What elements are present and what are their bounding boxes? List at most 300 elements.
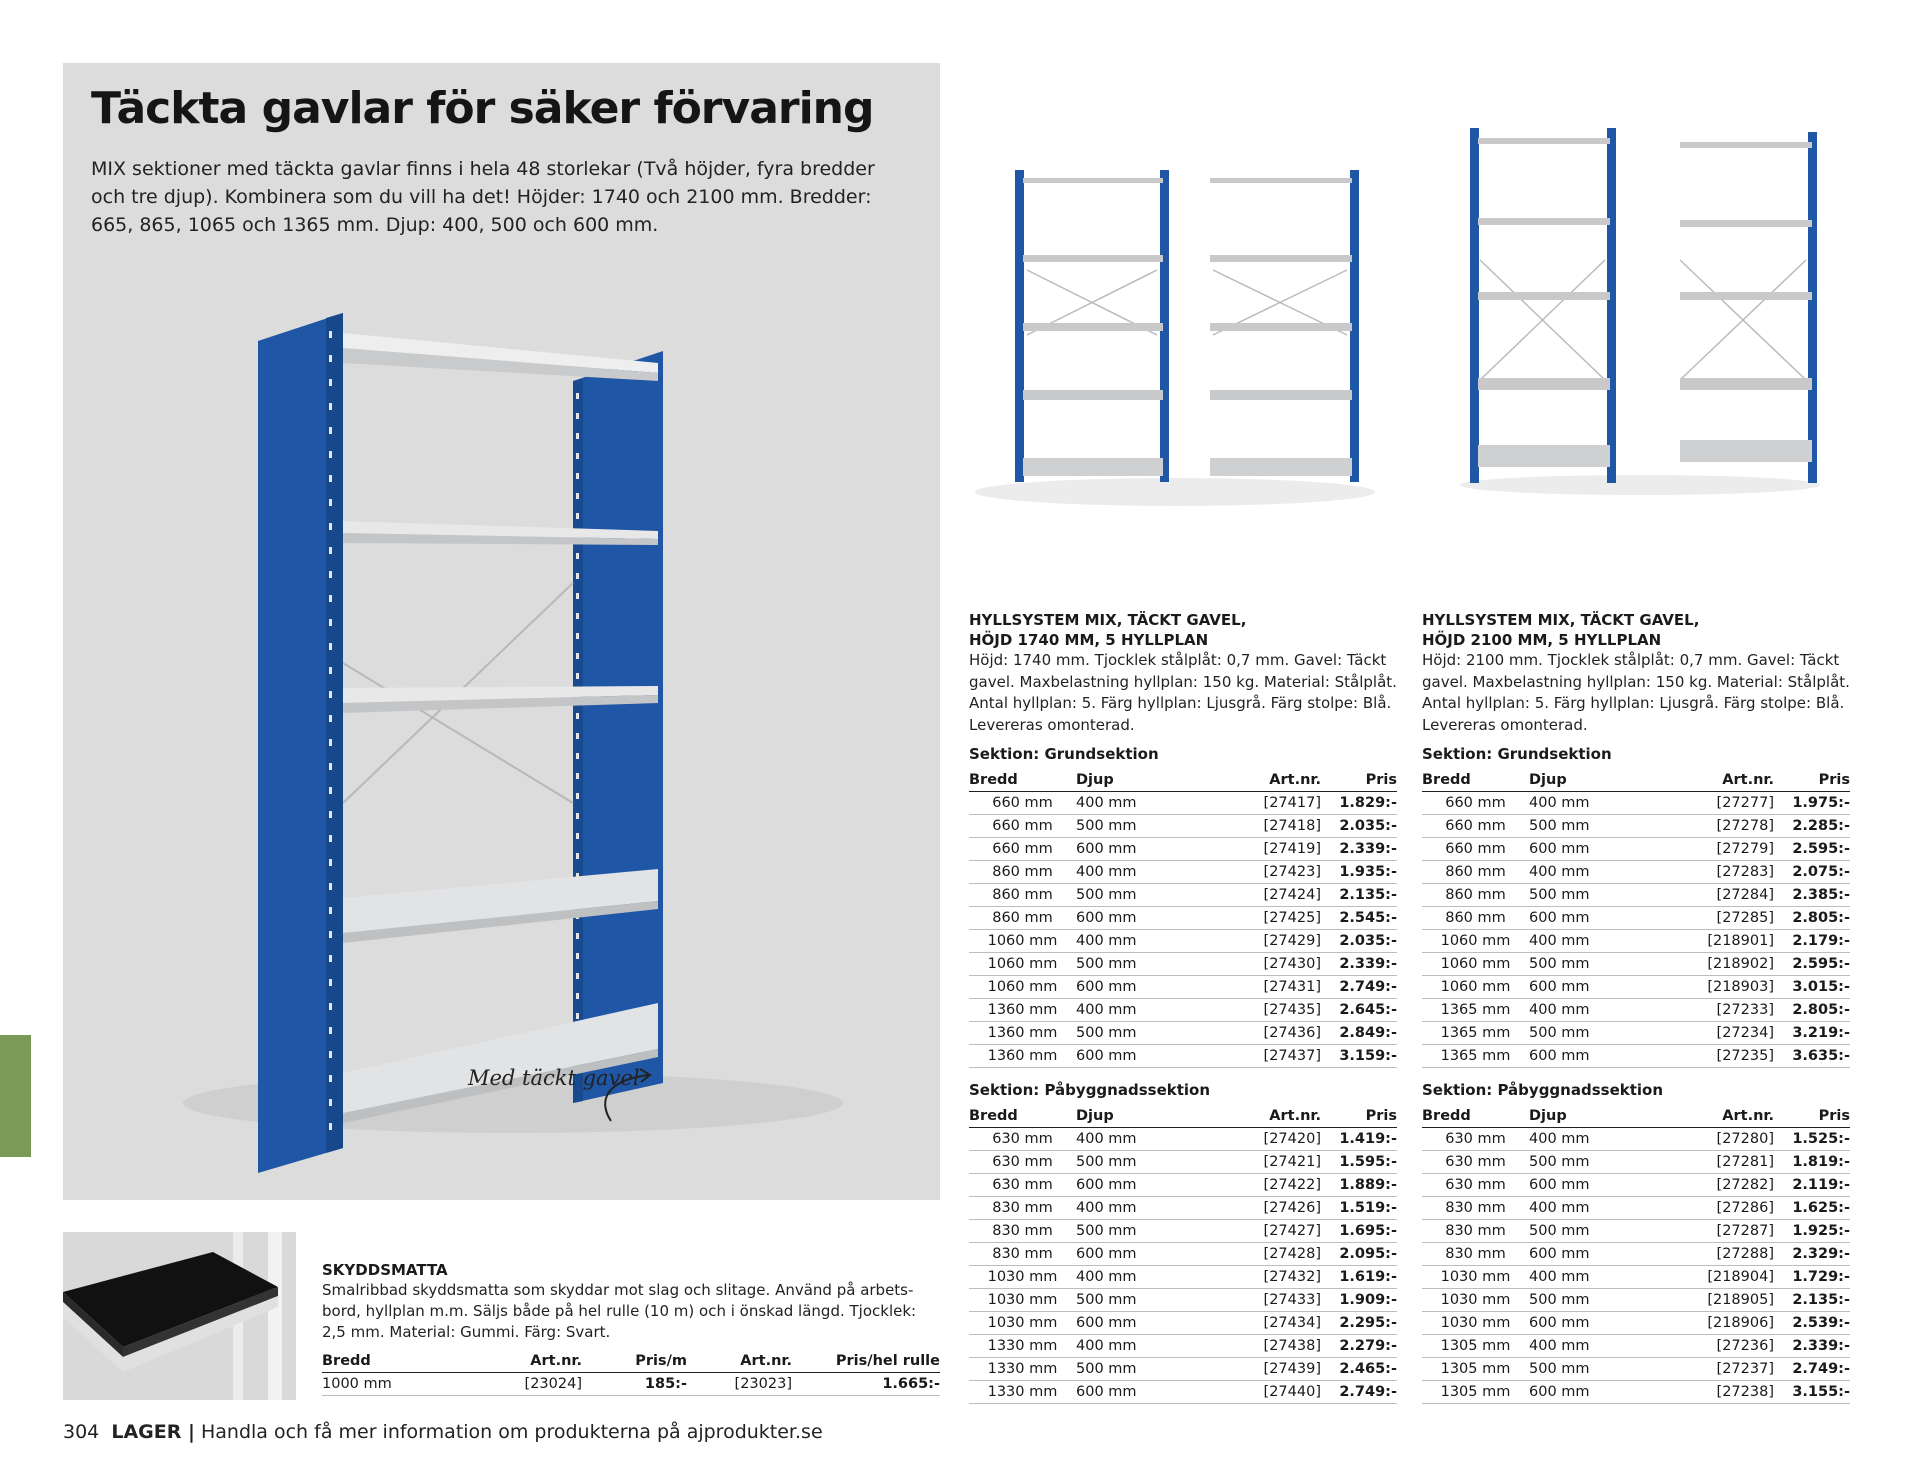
cell-artnr: [27235] [1674,1045,1774,1068]
column-pris-hel-rulle: Pris/hel rulle [792,1349,940,1373]
cell-artnr: [27284] [1674,884,1774,907]
cell-artnr: [27287] [1674,1220,1774,1243]
cell-artnr: [27436] [1221,1022,1321,1045]
cell-pris: 2.339:- [1321,953,1397,976]
cell-artnr: [27425] [1221,907,1321,930]
table-row [1422,1220,1850,1243]
cell-djup: 500 mm [1529,953,1674,976]
cell-pris: 2.135:- [1321,884,1397,907]
cell-artnr: [27288] [1674,1243,1774,1266]
cell-pris: 1.525:- [1774,1128,1850,1151]
cell-djup: 500 mm [1076,1151,1221,1174]
cell-pris: 2.545:- [1321,907,1397,930]
cell-artnr: [27424] [1221,884,1321,907]
cell-pris: 2.285:- [1774,815,1850,838]
column-bredd: Bredd [969,768,1076,792]
section-label: Sektion: Grundsektion [1422,745,1612,763]
column-djup: Djup [1076,768,1221,792]
cell-artnr: [27421] [1221,1151,1321,1174]
cell-djup: 400 mm [1529,861,1674,884]
cell-bredd: 1060 mm [969,930,1076,953]
cell-bredd: 1030 mm [969,1289,1076,1312]
cell-djup: 600 mm [1076,1312,1221,1335]
cell-djup: 500 mm [1076,1358,1221,1381]
table-row [969,1335,1397,1358]
cell-pris: 3.219:- [1774,1022,1850,1045]
cell-pris: 2.329:- [1774,1243,1850,1266]
footer-section: LAGER | [111,1421,195,1443]
table-row [969,838,1397,861]
cell-djup: 500 mm [1076,953,1221,976]
cell-bredd: 860 mm [969,907,1076,930]
product-title [1422,610,1850,650]
column-djup: Djup [1529,1104,1674,1128]
cell-pris: 2.749:- [1321,1381,1397,1404]
shelf-2100-grundsektion-image [1470,128,1616,483]
column-pris: Pris [1321,1104,1397,1128]
cell-djup: 500 mm [1076,1022,1221,1045]
cell-djup: 600 mm [1529,1312,1674,1335]
table-row [969,953,1397,976]
cell-artnr: [218905] [1674,1289,1774,1312]
mat-price-table [322,1349,940,1396]
cell-pris: 3.159:- [1321,1045,1397,1068]
cell-djup: 600 mm [1076,838,1221,861]
table-header-row [322,1349,940,1373]
cell-bredd: 1365 mm [1422,1022,1529,1045]
cell-bredd: 1060 mm [969,953,1076,976]
cell-djup: 500 mm [1076,815,1221,838]
cell-pris: 3.635:- [1774,1045,1850,1068]
cell-djup: 600 mm [1076,1174,1221,1197]
cell-djup: 500 mm [1076,884,1221,907]
column-bredd: Bredd [1422,768,1529,792]
table-row [1422,792,1850,815]
table-row [1422,976,1850,999]
cell-artnr: [27432] [1221,1266,1321,1289]
table-row [1422,1197,1850,1220]
cell-djup: 500 mm [1529,1358,1674,1381]
table-row [969,1266,1397,1289]
cell-pris: 1.935:- [1321,861,1397,884]
cell-pris: 2.385:- [1774,884,1850,907]
cell-artnr: [218901] [1674,930,1774,953]
cell-djup: 500 mm [1529,1289,1674,1312]
table-row [1422,1151,1850,1174]
cell-artnr: [27282] [1674,1174,1774,1197]
cell-artnr: [27429] [1221,930,1321,953]
cell-artnr: [23023] [687,1373,792,1396]
table-header-row [969,1104,1397,1128]
cell-pris: 2.645:- [1321,999,1397,1022]
cell-djup: 400 mm [1076,1335,1221,1358]
footer-link-text[interactable]: Handla och få mer information om produkterna på ajprodukter.se [200,1421,823,1443]
cell-artnr: [27285] [1674,907,1774,930]
cell-djup: 400 mm [1076,861,1221,884]
cell-pris: 2.749:- [1321,976,1397,999]
cell-artnr: [27434] [1221,1312,1321,1335]
cell-bredd: 830 mm [969,1220,1076,1243]
cell-bredd: 1030 mm [1422,1289,1529,1312]
cell-bredd: 1330 mm [969,1358,1076,1381]
cell-pris: 2.339:- [1321,838,1397,861]
cell-djup: 400 mm [1529,1335,1674,1358]
cell-pris: 2.295:- [1321,1312,1397,1335]
cell-pris: 2.095:- [1321,1243,1397,1266]
cell-djup: 500 mm [1529,1151,1674,1174]
cell-pris: 2.035:- [1321,815,1397,838]
column-artnr: Art.nr. [1674,1104,1774,1128]
table-header-row [1422,1104,1850,1128]
cell-pris: 3.015:- [1774,976,1850,999]
skyddsmatta-block [322,1260,940,1396]
cell-artnr: [27281] [1674,1151,1774,1174]
cell-bredd: 660 mm [969,838,1076,861]
cell-bredd: 1000 mm [322,1373,482,1396]
price-table-pabyggnadssektion [1422,1104,1850,1404]
table-row [969,976,1397,999]
cell-artnr: [218902] [1674,953,1774,976]
cell-pris: 2.279:- [1321,1335,1397,1358]
cell-djup: 400 mm [1529,1266,1674,1289]
shelf-2100-pabyggnadssektion-image [1680,132,1817,483]
column-pris: Pris [1321,768,1397,792]
cell-djup: 500 mm [1076,1289,1221,1312]
table-row [1422,1335,1850,1358]
table-row [1422,884,1850,907]
table-row [1422,815,1850,838]
cell-artnr: [27278] [1674,815,1774,838]
table-row [969,1151,1397,1174]
cell-bredd: 630 mm [969,1151,1076,1174]
cell-djup: 600 mm [1529,976,1674,999]
cell-bredd: 1365 mm [1422,999,1529,1022]
product-description: Höjd: 1740 mm. Tjocklek stålplåt: 0,7 mm. Gavel: Täckt gavel. Maxbelastning hyllplan: 150 kg. Material: Stålplåt. Antal hyllplan: 5. Färg hyllplan: Ljusgrå. Färg stolpe: Blå. Levereras omonterad. [969,651,1397,734]
cell-bredd: 1030 mm [969,1312,1076,1335]
mat-title: SKYDDSMATTA [322,1261,448,1279]
cell-artnr: [27438] [1221,1335,1321,1358]
cell-bredd: 860 mm [1422,907,1529,930]
cell-bredd: 1360 mm [969,999,1076,1022]
shelf-caption: Med täckt gavel [468,1066,640,1090]
column-bredd: Bredd [322,1349,482,1373]
cell-artnr: [27423] [1221,861,1321,884]
table-row [1422,907,1850,930]
table-row [1422,1289,1850,1312]
cell-artnr: [27236] [1674,1335,1774,1358]
cell-bredd: 830 mm [1422,1243,1529,1266]
cell-djup: 400 mm [1529,1128,1674,1151]
cell-pris: 1.729:- [1774,1266,1850,1289]
cell-djup: 600 mm [1076,976,1221,999]
cell-bredd: 660 mm [1422,838,1529,861]
cell-artnr: [27233] [1674,999,1774,1022]
cell-artnr: [23024] [482,1373,582,1396]
table-row [969,1358,1397,1381]
cell-djup: 400 mm [1529,999,1674,1022]
table-row [1422,1312,1850,1335]
cell-artnr: [27237] [1674,1358,1774,1381]
table-row [969,1312,1397,1335]
cell-pris: 1.695:- [1321,1220,1397,1243]
page-footer [63,1421,823,1443]
cell-djup: 400 mm [1076,792,1221,815]
cell-bredd: 1030 mm [969,1266,1076,1289]
cell-djup: 600 mm [1529,1045,1674,1068]
column-artnr: Art.nr. [687,1349,792,1373]
table-row [969,1220,1397,1243]
cell-pris: 1.619:- [1321,1266,1397,1289]
cell-artnr: [27440] [1221,1381,1321,1404]
table-row [1422,930,1850,953]
product-title-line1: HYLLSYSTEM MIX, TÄCKT GAVEL, [1422,611,1700,629]
table-row [1422,1174,1850,1197]
cell-bredd: 1360 mm [969,1045,1076,1068]
cell-artnr: [27426] [1221,1197,1321,1220]
cell-artnr: [27234] [1674,1022,1774,1045]
cell-artnr: [218906] [1674,1312,1774,1335]
cell-bredd: 1360 mm [969,1022,1076,1045]
cell-bredd: 660 mm [969,792,1076,815]
cell-bredd: 1060 mm [969,976,1076,999]
table-row [1422,861,1850,884]
table-header-row [969,768,1397,792]
cell-bredd: 630 mm [1422,1128,1529,1151]
column-artnr: Art.nr. [482,1349,582,1373]
column-pris-per-meter: Pris/m [582,1349,687,1373]
cell-djup: 400 mm [1529,1197,1674,1220]
skyddsmatta-image [63,1232,296,1400]
table-row [969,815,1397,838]
cell-bredd: 830 mm [1422,1197,1529,1220]
cell-bredd: 1060 mm [1422,930,1529,953]
cell-pris: 2.035:- [1321,930,1397,953]
table-row [969,1128,1397,1151]
cell-djup: 400 mm [1076,930,1221,953]
product-description: Höjd: 2100 mm. Tjocklek stålplåt: 0,7 mm. Gavel: Täckt gavel. Maxbelastning hyllplan: 150 kg. Material: Stålplåt. Antal hyllplan: 5. Färg hyllplan: Ljusgrå. Färg stolpe: Blå. Levereras omonterad. [1422,651,1850,734]
cell-artnr: [218904] [1674,1266,1774,1289]
product-title-line2: HÖJD 1740 MM, 5 HYLLPLAN [969,631,1209,649]
cell-artnr: [27283] [1674,861,1774,884]
cell-pris: 2.119:- [1774,1174,1850,1197]
cell-djup: 400 mm [1529,792,1674,815]
cell-artnr: [27277] [1674,792,1774,815]
shelf-1740-grundsektion-image [1015,170,1169,482]
cell-djup: 500 mm [1529,1022,1674,1045]
cell-artnr: [27280] [1674,1128,1774,1151]
cell-djup: 600 mm [1529,1174,1674,1197]
cell-pris: 1.595:- [1321,1151,1397,1174]
cell-djup: 600 mm [1529,1243,1674,1266]
cell-bredd: 1305 mm [1422,1381,1529,1404]
cell-pris: 3.155:- [1774,1381,1850,1404]
cell-bredd: 660 mm [1422,815,1529,838]
cell-pris: 2.075:- [1774,861,1850,884]
cell-djup: 600 mm [1529,838,1674,861]
cell-djup: 400 mm [1076,1197,1221,1220]
cell-djup: 500 mm [1076,1220,1221,1243]
table-row [969,861,1397,884]
cell-pris: 2.595:- [1774,838,1850,861]
cell-bredd: 1030 mm [1422,1266,1529,1289]
cell-artnr: [27439] [1221,1358,1321,1381]
table-header-row [1422,768,1850,792]
table-row [1422,1358,1850,1381]
shelf-2100-images [1450,120,1830,500]
shelf-1740-images [965,160,1385,515]
cell-pris: 1.819:- [1774,1151,1850,1174]
cell-djup: 400 mm [1076,1128,1221,1151]
cell-djup: 400 mm [1076,999,1221,1022]
cell-pris: 2.849:- [1321,1022,1397,1045]
column-djup: Djup [1076,1104,1221,1128]
product-title [969,610,1397,650]
table-row [969,907,1397,930]
cell-pris: 1.975:- [1774,792,1850,815]
cell-bredd: 830 mm [1422,1220,1529,1243]
cell-artnr: [27286] [1674,1197,1774,1220]
table-row [1422,1381,1850,1404]
cell-artnr: [27417] [1221,792,1321,815]
mat-description: Smalribbad skyddsmatta som skyddar mot slag och slitage. Använd på arbets-bord, hyllplan m.m. Säljs både på hel rulle (10 m) och i önskad längd. Tjocklek: 2,5 mm. Material: Gummi. Färg: Svart. [322,1281,917,1341]
table-row [969,792,1397,815]
cell-bredd: 630 mm [969,1174,1076,1197]
cell-djup: 600 mm [1076,1381,1221,1404]
cell-pris: 1.519:- [1321,1197,1397,1220]
cell-artnr: [27279] [1674,838,1774,861]
cell-pris: 185:- [582,1373,687,1396]
cell-pris: 1.925:- [1774,1220,1850,1243]
cell-pris: 2.339:- [1774,1335,1850,1358]
column-pris: Pris [1774,768,1850,792]
price-table-pabyggnadssektion [969,1104,1397,1404]
cell-pris: 2.805:- [1774,907,1850,930]
cell-pris: 2.465:- [1321,1358,1397,1381]
cell-artnr: [218903] [1674,976,1774,999]
table-row [969,999,1397,1022]
cell-artnr: [27437] [1221,1045,1321,1068]
cell-djup: 600 mm [1076,1045,1221,1068]
product-title-line2: HÖJD 2100 MM, 5 HYLLPLAN [1422,631,1662,649]
cell-artnr: [27422] [1221,1174,1321,1197]
cell-djup: 600 mm [1529,1381,1674,1404]
cell-bredd: 1060 mm [1422,976,1529,999]
cell-bredd: 630 mm [1422,1151,1529,1174]
cell-pris: 1.889:- [1321,1174,1397,1197]
cell-bredd: 1060 mm [1422,953,1529,976]
cell-bredd: 630 mm [969,1128,1076,1151]
cell-bredd: 1305 mm [1422,1358,1529,1381]
cell-bredd: 860 mm [1422,861,1529,884]
section-label: Sektion: Påbyggnadssektion [969,1081,1211,1099]
section-tab [0,1035,31,1157]
cell-bredd: 830 mm [969,1243,1076,1266]
cell-bredd: 1030 mm [1422,1312,1529,1335]
cell-artnr: [27428] [1221,1243,1321,1266]
cell-bredd: 660 mm [1422,792,1529,815]
product-title-line1: HYLLSYSTEM MIX, TÄCKT GAVEL, [969,611,1247,629]
table-row [1422,1266,1850,1289]
cell-bredd: 860 mm [969,884,1076,907]
cell-bredd: 860 mm [1422,884,1529,907]
cell-bredd: 1330 mm [969,1381,1076,1404]
table-row [1422,999,1850,1022]
cell-pris: 1.419:- [1321,1128,1397,1151]
cell-djup: 600 mm [1076,907,1221,930]
section-label: Sektion: Grundsektion [969,745,1159,763]
cell-pris: 2.595:- [1774,953,1850,976]
column-artnr: Art.nr. [1221,768,1321,792]
cell-artnr: [27419] [1221,838,1321,861]
table-row [969,930,1397,953]
cell-djup: 400 mm [1076,1266,1221,1289]
hero-panel [63,63,940,1200]
product-2100 [1422,610,1850,1404]
cell-pris: 2.179:- [1774,930,1850,953]
cell-bredd: 860 mm [969,861,1076,884]
cell-djup: 500 mm [1529,815,1674,838]
table-row [1422,1045,1850,1068]
cell-pris: 1.665:- [792,1373,940,1396]
cell-bredd: 660 mm [969,815,1076,838]
cell-pris: 1.829:- [1321,792,1397,815]
column-bredd: Bredd [1422,1104,1529,1128]
table-row [1422,1022,1850,1045]
column-artnr: Art.nr. [1674,768,1774,792]
cell-artnr: [27435] [1221,999,1321,1022]
table-row [969,884,1397,907]
table-row [969,1289,1397,1312]
cell-djup: 400 mm [1529,930,1674,953]
table-row [969,1243,1397,1266]
cell-bredd: 1365 mm [1422,1045,1529,1068]
cell-pris: 2.539:- [1774,1312,1850,1335]
cell-djup: 500 mm [1529,884,1674,907]
table-row [1422,1128,1850,1151]
cell-pris: 2.749:- [1774,1358,1850,1381]
cell-pris: 1.625:- [1774,1197,1850,1220]
cell-artnr: [27418] [1221,815,1321,838]
cell-pris: 1.909:- [1321,1289,1397,1312]
table-row [1422,953,1850,976]
table-row [1422,1243,1850,1266]
column-pris: Pris [1774,1104,1850,1128]
intro-text: MIX sektioner med täckta gavlar finns i hela 48 storlekar (Två höjder, fyra bredder och tre djup). Kombinera som du vill ha det! Höjder: 1740 och 2100 mm. Bredder: 665, 865, 1065 och 1365 mm. Djup: 400, 500 och 600 mm. [91,158,875,236]
cell-pris: 2.805:- [1774,999,1850,1022]
cell-artnr: [27433] [1221,1289,1321,1312]
shelf-1740-pabyggnadssektion-image [1210,170,1359,482]
table-row [1422,838,1850,861]
cell-artnr: [27431] [1221,976,1321,999]
cell-bredd: 630 mm [1422,1174,1529,1197]
table-row [969,1197,1397,1220]
table-row [969,1045,1397,1068]
cell-artnr: [27427] [1221,1220,1321,1243]
cell-bredd: 830 mm [969,1197,1076,1220]
cell-bredd: 1305 mm [1422,1335,1529,1358]
cell-djup: 600 mm [1529,907,1674,930]
page-title: Täckta gavlar för säker förvaring [91,83,874,134]
table-row [969,1381,1397,1404]
column-djup: Djup [1529,768,1674,792]
price-table-grundsektion [1422,768,1850,1068]
table-row [969,1174,1397,1197]
product-1740 [969,610,1397,1404]
page-number: 304 [63,1421,100,1443]
cell-bredd: 1330 mm [969,1335,1076,1358]
table-row [322,1373,940,1396]
table-row [969,1022,1397,1045]
